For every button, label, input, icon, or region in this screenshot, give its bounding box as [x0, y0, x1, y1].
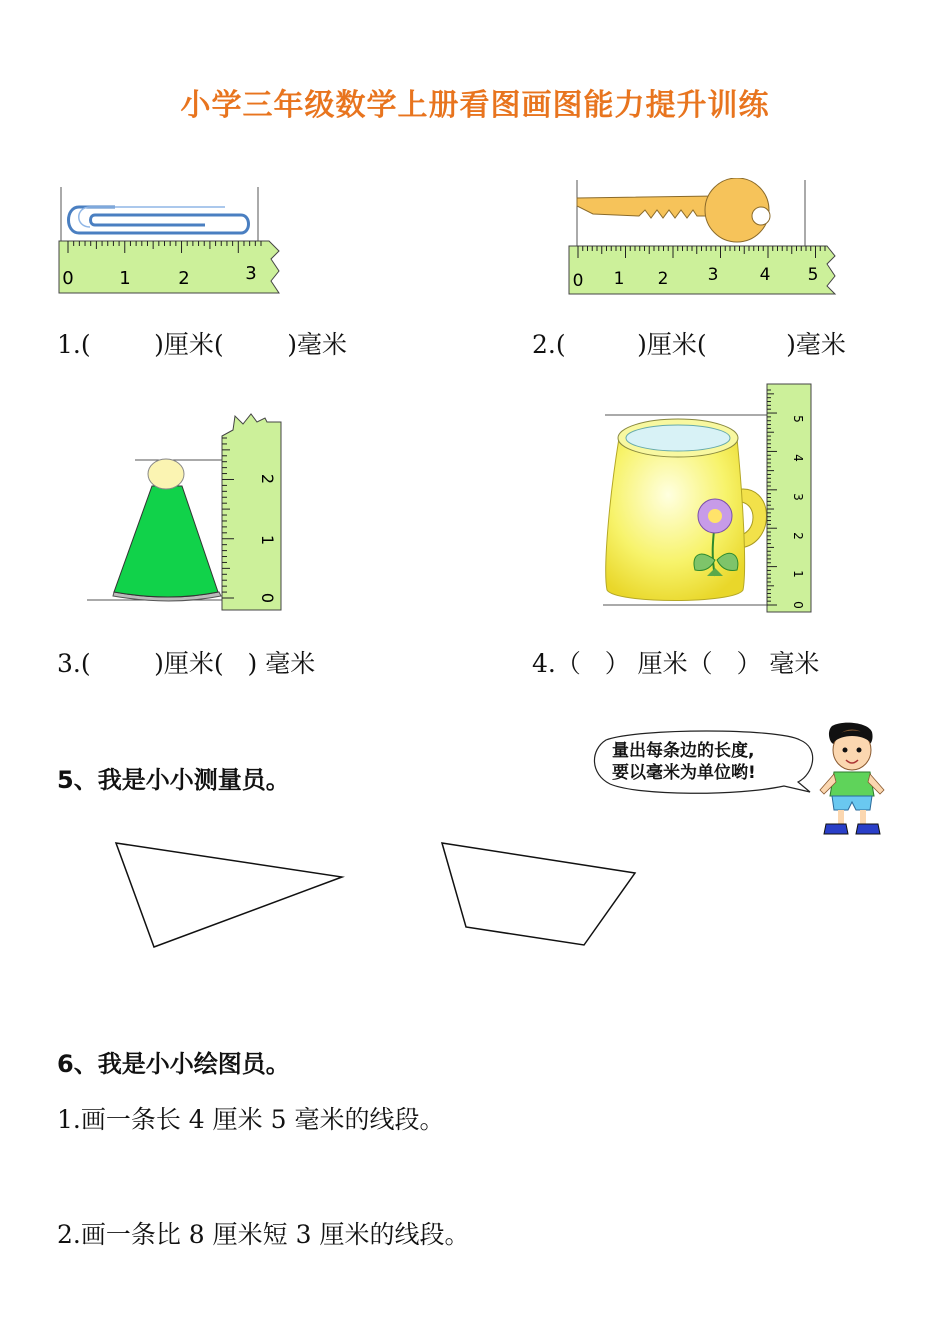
- ruler-label: 2: [178, 268, 190, 289]
- key-icon: [577, 178, 770, 242]
- question-4: 4.（ ） 厘米（ ） 毫米: [532, 649, 820, 678]
- cone-icon: [113, 459, 221, 601]
- triangle-shape: [116, 843, 342, 947]
- bubble-line-1: 量出每条边的长度,: [612, 741, 755, 761]
- figure-key: [565, 178, 840, 298]
- ruler-label: 5: [791, 415, 805, 423]
- ruler-label: 0: [258, 592, 277, 604]
- shapes-to-measure: [110, 835, 650, 955]
- page-title: 小学三年级数学上册看图画图能力提升训练: [180, 88, 770, 123]
- paperclip-icon: [69, 207, 249, 233]
- ruler-label: 4: [791, 454, 805, 462]
- section-5-title: 5、我是小小测量员。: [57, 766, 290, 794]
- bubble-line-2: 要以毫米为单位哟!: [612, 763, 756, 783]
- question-2: 2.( )厘米( )毫米: [532, 330, 846, 359]
- ruler-label: 4: [759, 265, 771, 285]
- drawing-task-2: 2.画一条比 8 厘米短 3 厘米的线段。: [57, 1220, 470, 1249]
- ruler-1: [59, 241, 279, 293]
- ruler-label: 0: [572, 271, 584, 291]
- ruler-label: 0: [791, 601, 805, 609]
- quadrilateral-shape: [442, 843, 635, 945]
- ruler-label: 3: [707, 265, 719, 285]
- figure-cone: [85, 410, 290, 615]
- ruler-label: 1: [791, 570, 805, 578]
- ruler-label: 2: [791, 532, 805, 540]
- ruler-label: 1: [258, 534, 277, 546]
- section-6-title: 6、我是小小绘图员。: [57, 1050, 290, 1078]
- figure-paperclip: [55, 185, 285, 300]
- ruler-label: 0: [62, 268, 74, 289]
- ruler-label: 2: [657, 269, 669, 289]
- ruler-4: [767, 384, 811, 612]
- ruler-label: 3: [245, 263, 257, 284]
- drawing-task-1: 1.画一条长 4 厘米 5 毫米的线段。: [57, 1105, 445, 1134]
- question-3: 3.( )厘米( ) 毫米: [57, 649, 316, 678]
- question-1: 1.( )厘米( )毫米: [57, 330, 348, 359]
- ruler-2: [569, 246, 835, 294]
- ruler-label: 2: [258, 473, 277, 485]
- ruler-label: 3: [791, 493, 805, 501]
- ruler-3: [222, 414, 281, 610]
- cup-icon: [606, 419, 767, 601]
- figure-cup: [595, 380, 845, 615]
- boy-icon: [812, 722, 892, 840]
- ruler-label: 1: [613, 269, 625, 289]
- ruler-label: 5: [807, 265, 819, 285]
- ruler-label: 1: [119, 268, 131, 289]
